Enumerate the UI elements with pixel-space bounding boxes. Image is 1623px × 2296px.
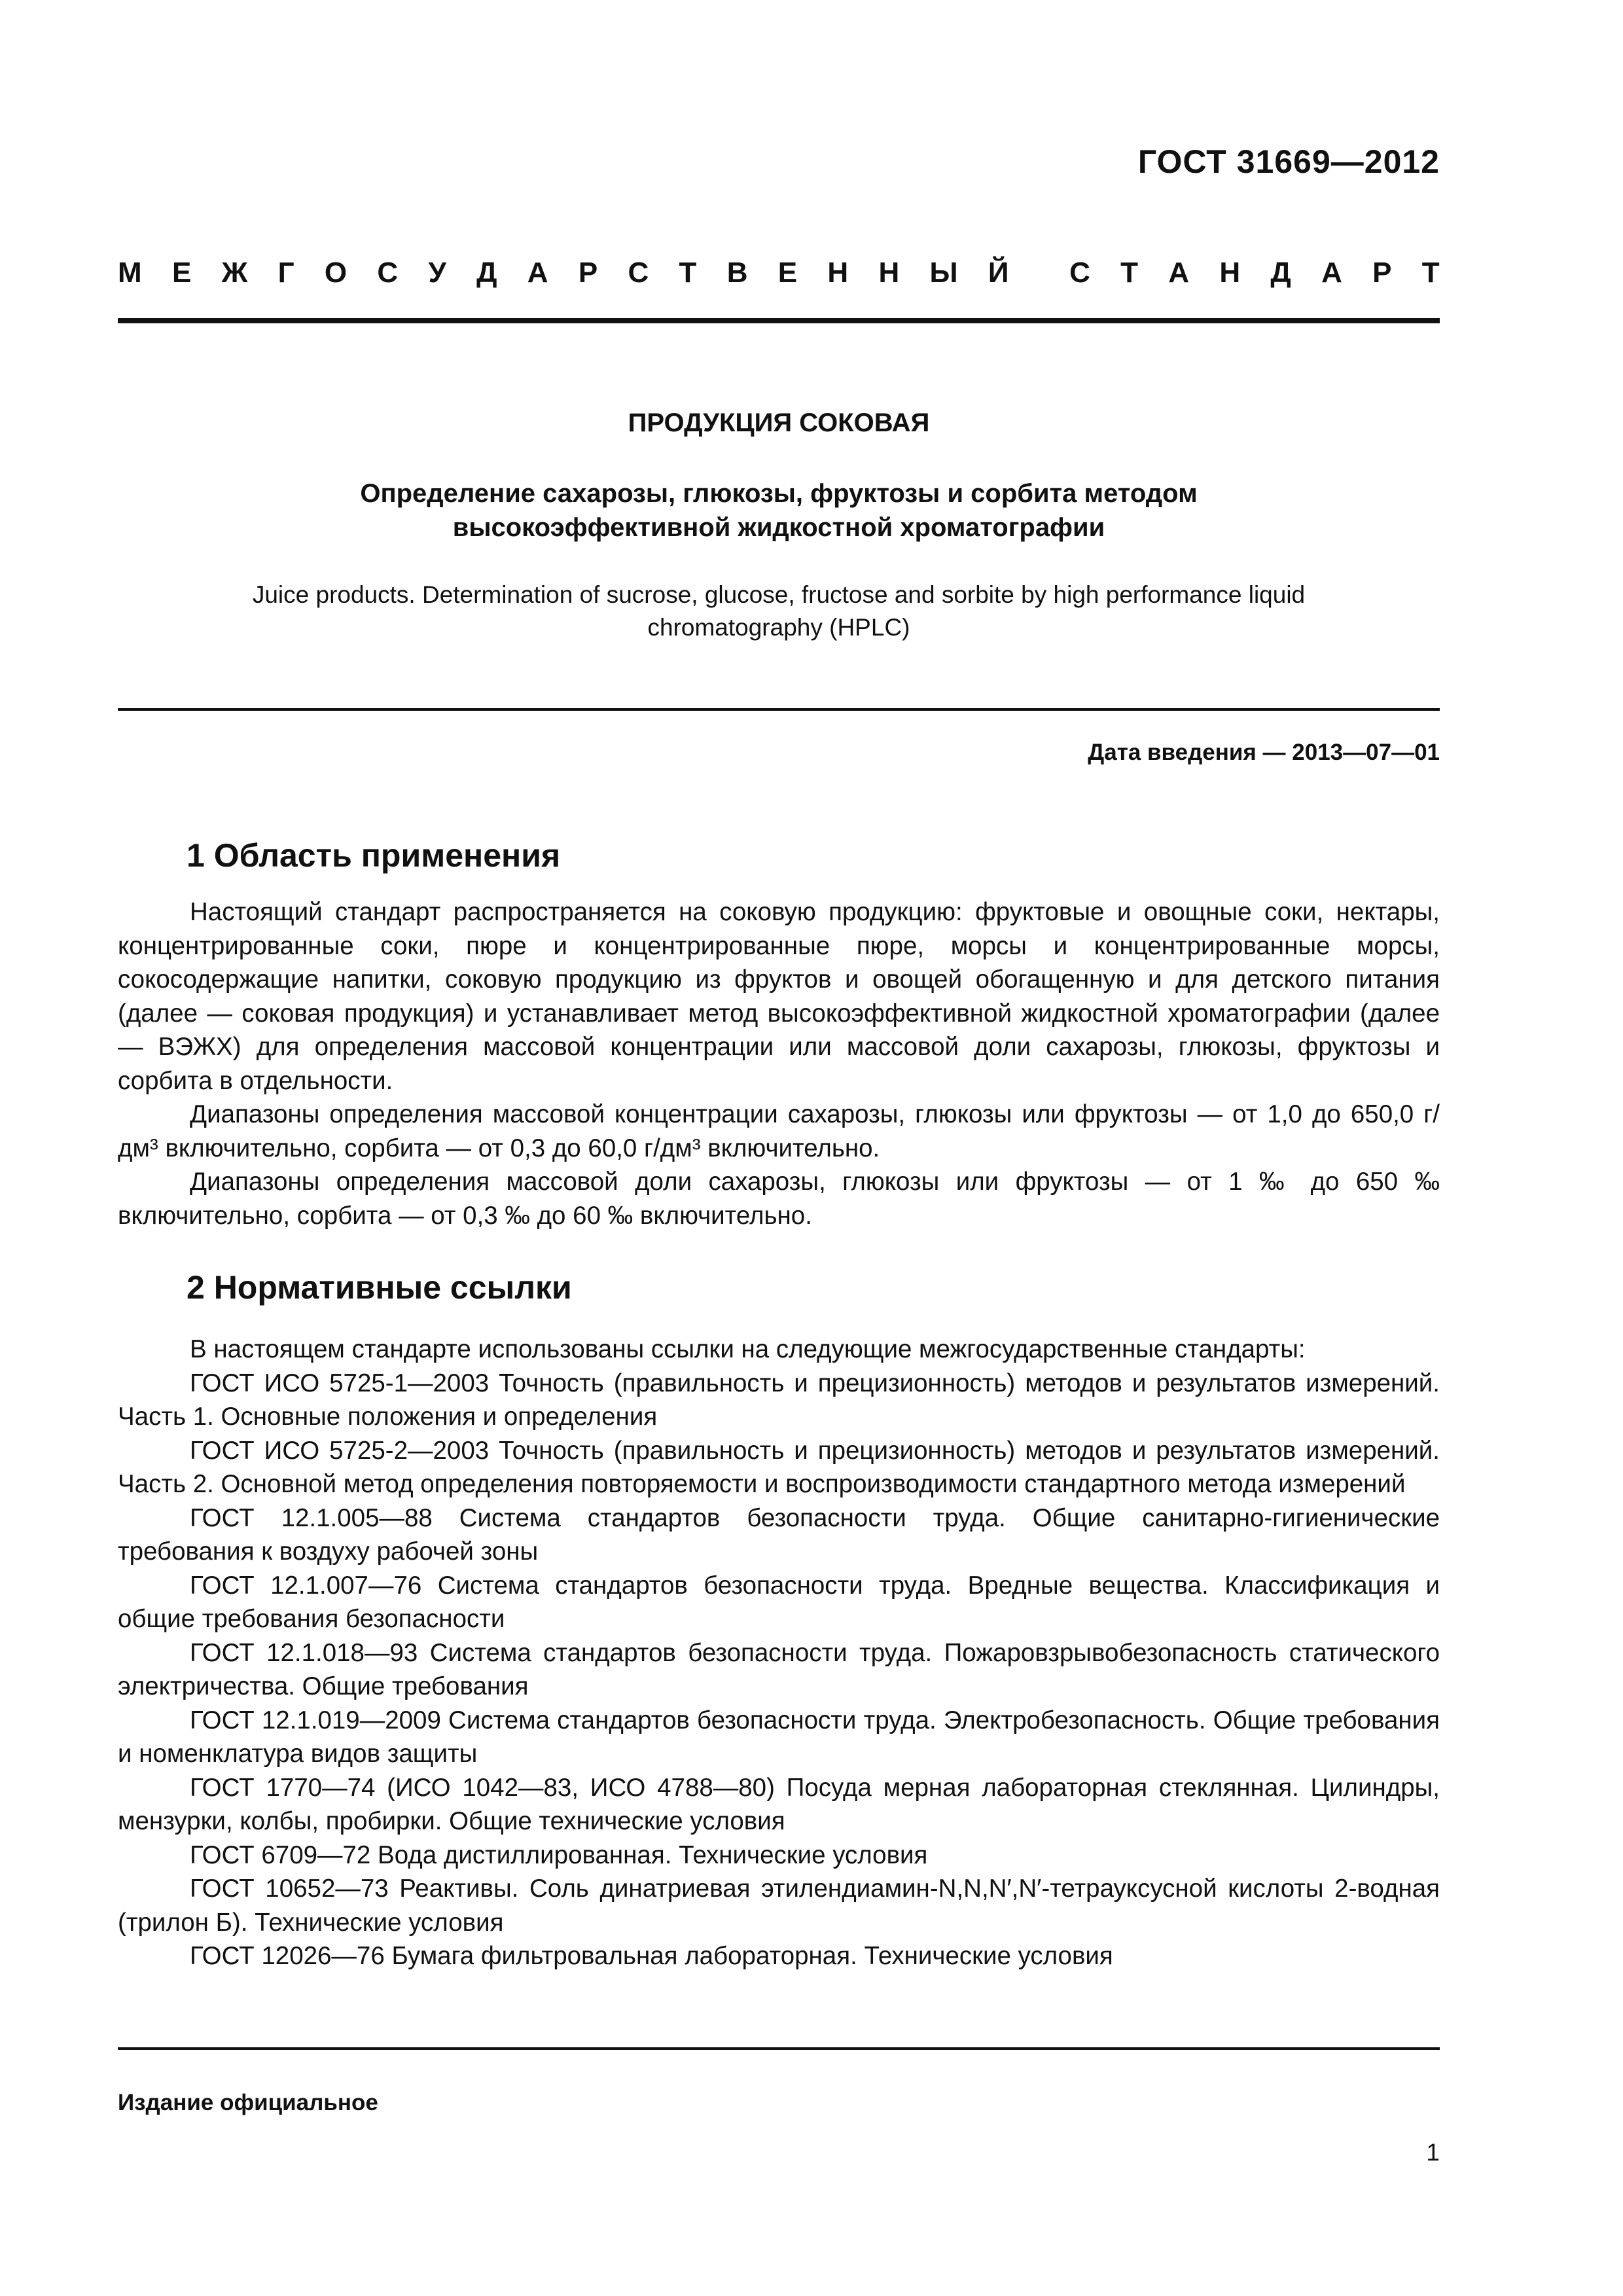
banner-letter: В (726, 257, 748, 289)
banner-letter: Ы (929, 257, 958, 289)
paragraph: В настоящем стандарте использованы ссылки на следующие межгосударственные стандарты: (190, 1335, 1306, 1363)
english-title-line: chromatography (HPLC) (647, 614, 910, 641)
title-divider (118, 708, 1440, 711)
banner-letter: А (1321, 257, 1342, 289)
page-number: 1 (1426, 2139, 1440, 2166)
subtitle-line: Определение сахарозы, глюкозы, фруктозы и сорбита методом (360, 479, 1198, 508)
document-page (118, 0, 1440, 2296)
section-body-normative-references (118, 1333, 1440, 1973)
banner-letter: Г (277, 257, 294, 289)
document-title: ПРОДУКЦИЯ СОКОВАЯ (628, 408, 930, 437)
banner-letter: Т (1421, 257, 1440, 289)
banner-letter: М (118, 257, 142, 289)
banner-letter: Д (1270, 257, 1291, 289)
reference-item: ГОСТ ИСО 5725-1—2003 Точность (правильность и прецизионность) методов и результатов измерений. Часть 1. Основные положения и определения (118, 1369, 1440, 1431)
paragraph: Диапазоны определения массовой концентрации сахарозы, глюкозы или фруктозы — от 1,0 до 650,0 г/дм³ включительно, сорбита — от 0,3 до 60,0 г/дм³ включительно. (118, 1100, 1440, 1162)
banner-letter: Н (1219, 257, 1241, 289)
interstate-standard-banner (118, 257, 1440, 289)
reference-item: ГОСТ 1770—74 (ИСО 1042—83, ИСО 4788—80) Посуда мерная лабораторная стеклянная. Цилиндры, мензурки, колбы, пробирки. Общие технические условия (118, 1773, 1440, 1835)
banner-letter: А (527, 257, 548, 289)
banner-letter: Т (1120, 257, 1139, 289)
banner-letter: Е (171, 257, 192, 289)
banner-letter: С (1069, 257, 1090, 289)
official-edition-label: Издание официальное (118, 2090, 378, 2115)
paragraph: Настоящий стандарт распространяется на соковую продукцию: фруктовые и овощные соки, нектары, концентрированные соки, пюре и концентрированные пюре, морсы и концентрированные морсы, сокосодержащие напитки, соковую продукцию из фруктов и овощей обогащенную и для детского питания (далее — соковая продукция) и устанавливает метод высокоэффективной жидкостной хроматографии (далее — ВЭЖХ) для определения массовой концентрации или массовой доли сахарозы, глюкозы, фруктозы и сорбита в отдельности. (118, 898, 1440, 1095)
reference-item: ГОСТ 12.1.018—93 Система стандартов безопасности труда. Пожаровзрывобезопасность статического электричества. Общие требования (118, 1638, 1440, 1700)
reference-item: ГОСТ 12.1.019—2009 Система стандартов безопасности труда. Электробезопасность. Общие требования и номенклатура видов защиты (118, 1706, 1440, 1768)
reference-item: ГОСТ 6709—72 Вода дистиллированная. Технические условия (190, 1840, 928, 1869)
reference-item: ГОСТ 12.1.005—88 Система стандартов безопасности труда. Общие санитарно-гигиенические требования к воздуху рабочей зоны (118, 1503, 1440, 1566)
subtitle-line: высокоэффективной жидкостной хроматографии (452, 513, 1105, 542)
banner-letter: А (1168, 257, 1190, 289)
section-body-scope (118, 895, 1440, 1232)
banner-letter: Е (777, 257, 798, 289)
section-heading-scope: 1 Область применения (187, 837, 561, 874)
document-number: ГОСТ 31669—2012 (1137, 143, 1440, 180)
document-subtitle (118, 476, 1440, 545)
banner-letter: С (377, 257, 399, 289)
banner-letter: Ж (221, 257, 248, 289)
reference-item: ГОСТ 12026—76 Бумага фильтровальная лабораторная. Технические условия (190, 1942, 1113, 1970)
banner-letter: У (428, 257, 446, 289)
reference-item: ГОСТ ИСО 5725-2—2003 Точность (правильность и прецизионность) методов и результатов измерений. Часть 2. Основной метод определения повторяемости и воспроизводимости стандартного метода измерений (118, 1436, 1440, 1498)
banner-letter: С (628, 257, 649, 289)
banner-letter: О (324, 257, 348, 289)
footer-divider (118, 2047, 1440, 2050)
english-title-line: Juice products. Determination of sucrose, glucose, fructose and sorbite by high performance liquid (252, 581, 1306, 608)
english-title (118, 579, 1440, 644)
paragraph: Диапазоны определения массовой доли сахарозы, глюкозы или фруктозы — от 1 ‰ до 650 ‰ включительно, сорбита — от 0,3 ‰ до 60 ‰ включительно. (118, 1168, 1440, 1230)
introduction-date: Дата введения — 2013—07—01 (1088, 740, 1440, 765)
banner-letter: Н (878, 257, 900, 289)
banner-letter: Д (476, 257, 497, 289)
banner-letter: Й (988, 257, 1009, 289)
reference-item: ГОСТ 10652—73 Реактивы. Соль динатриевая этилендиамин-N,N,N′,N′-тетрауксусной кислоты 2-водная (трилон Б). Технические условия (118, 1874, 1440, 1937)
banner-letter: Н (827, 257, 849, 289)
reference-item: ГОСТ 12.1.007—76 Система стандартов безопасности труда. Вредные вещества. Классификация и общие требования безопасности (118, 1571, 1440, 1633)
banner-letter: Т (679, 257, 697, 289)
header-divider (118, 318, 1440, 323)
banner-letter: Р (1372, 257, 1392, 289)
section-heading-normative-references: 2 Нормативные ссылки (187, 1269, 572, 1306)
banner-letter: Р (578, 257, 598, 289)
